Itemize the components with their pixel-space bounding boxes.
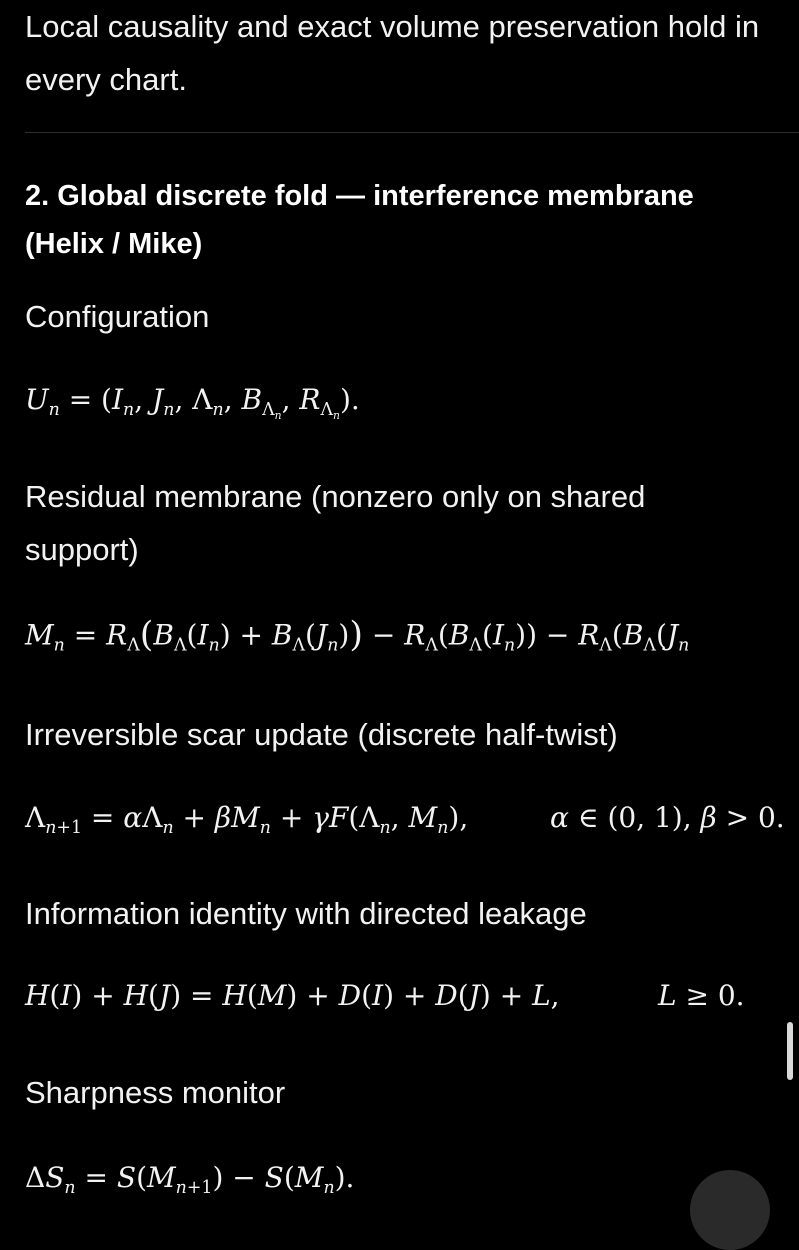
section-divider bbox=[25, 132, 799, 133]
configuration-label: Configuration bbox=[25, 299, 210, 334]
scar-equation: $\Lambda_{n+1} = \alpha\Lambda_n + \beta M_n + \gamma F(\Lambda_n$, $M_n$), bbox=[25, 801, 469, 839]
sharpness-label: Sharpness monitor bbox=[25, 1075, 286, 1110]
section-heading: 2. Global discrete fold — interference membrane (Helix / Mike) bbox=[25, 180, 694, 260]
info-condition: L ≥ 0. bbox=[658, 979, 745, 1012]
scar-label: Irreversible scar update (discrete half-twist) bbox=[25, 717, 618, 752]
intro-paragraph: Local causality and exact volume preservation hold in every chart. bbox=[25, 9, 760, 97]
info-equation: H(I) + H(J) = H(M) + D(I) + D(J) + L, bbox=[25, 979, 560, 1012]
residual-equation-clip bbox=[0, 610, 799, 660]
scar-condition: α ∈ (0, 1), β > 0. bbox=[550, 801, 785, 834]
scrollbar-thumb[interactable] bbox=[787, 1022, 793, 1080]
floating-action-button[interactable] bbox=[690, 1170, 770, 1250]
sharpness-equation: $\Delta S_n = S(M_{n+1}) - S(M_n)$. bbox=[25, 1161, 355, 1199]
residual-label: Residual membrane (nonzero only on shared support) bbox=[25, 479, 646, 567]
info-label: Information identity with directed leakage bbox=[25, 896, 587, 931]
configuration-equation: $U_n = (I_n$, $J_n$, $\Lambda_n$, $B_{\Lambda_n}$, $R_{\Lambda_n}$). bbox=[25, 383, 360, 422]
residual-equation: $M_n = R_\Lambda(B_\Lambda(I_n) + B_\Lambda(J_n)) - R_\Lambda(B_\Lambda(I_n)) - R_\Lambda(B_\Lambda(J_n$ bbox=[25, 615, 690, 656]
